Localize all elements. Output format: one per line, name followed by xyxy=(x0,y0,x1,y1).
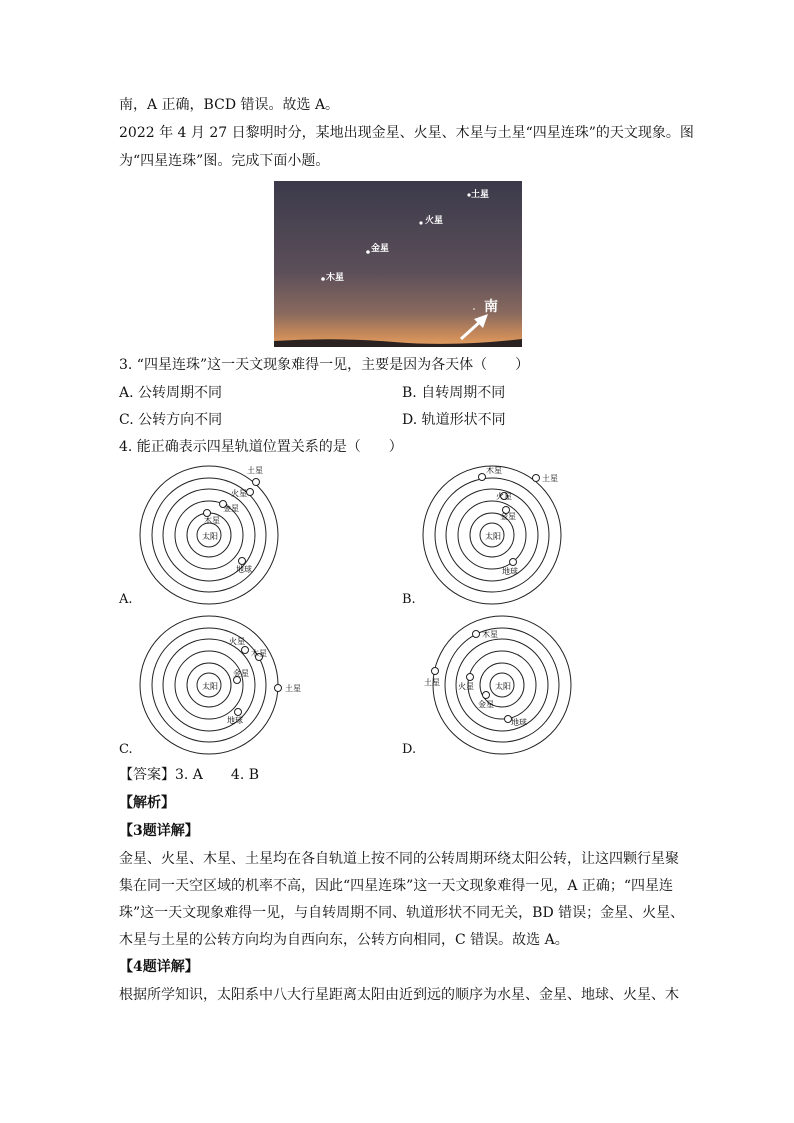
photo-label-saturn: 土星 xyxy=(471,190,490,200)
analysis-line-5: 根据所学知识，太阳系中八大行星距离太阳由近到远的顺序为水星、金星、地球、火星、木 xyxy=(119,987,679,1003)
earth-label: 地球 xyxy=(236,565,252,574)
q3-option-c[interactable]: C. 公转方向不同 xyxy=(119,412,223,428)
venus-dot xyxy=(366,250,370,254)
q3-detail-heading: 【3题详解】 xyxy=(119,823,199,839)
earth-label: 地球 xyxy=(511,718,527,727)
saturn-label: 土星 xyxy=(285,684,301,693)
saturn-label: 土星 xyxy=(424,678,440,687)
mars-label: 火星 xyxy=(229,637,245,646)
analysis-line-3: 珠”这一天文现象难得一见，与自转周期不同、轨道形状不同无关，BD 错误；金星、火星、 xyxy=(119,905,685,921)
q3-option-d[interactable]: D. 轨道形状不同 xyxy=(402,412,506,428)
q4-detail-heading: 【4题详解】 xyxy=(119,959,199,975)
analysis-line-1: 金星、火星、木星、土星均在各自轨道上按不同的公转周期环绕太阳公转，让这四颗行星聚 xyxy=(119,851,679,867)
mars-label: 火星 xyxy=(458,682,474,691)
earth-label: 地球 xyxy=(227,716,243,725)
earth-label: 地球 xyxy=(502,567,518,576)
sun-label: 太阳 xyxy=(202,682,218,691)
venus-label: 金星 xyxy=(478,700,494,709)
four-planets-photo xyxy=(274,181,522,347)
orbit-diagram-b xyxy=(414,462,614,612)
photo-label-south: 南 xyxy=(484,299,498,315)
analysis-heading: 【解析】 xyxy=(119,795,175,811)
question-3: 3. “四星连珠”这一天文现象难得一见，主要是因为各天体（ ） xyxy=(119,357,530,373)
question-4: 4. 能正确表示四星轨道位置关系的是（ ） xyxy=(119,439,403,455)
jupiter-label: 木星 xyxy=(204,516,220,525)
photo-label-venus: 金星 xyxy=(371,244,390,254)
mars-label: 火星 xyxy=(496,492,512,501)
q3-option-a[interactable]: A. 公转周期不同 xyxy=(119,385,223,401)
jupiter-dot xyxy=(321,277,325,281)
sun-label: 太阳 xyxy=(485,532,501,541)
jupiter-label: 木星 xyxy=(482,630,498,639)
jupiter-label: 木星 xyxy=(486,466,502,475)
orbit-diagram-d xyxy=(414,612,614,762)
orbit-diagram-a xyxy=(133,462,333,612)
answer-line: 【答案】3. A 4. B xyxy=(119,767,260,783)
orbit-diagram-c xyxy=(133,612,333,762)
diagram-d-label[interactable]: D. xyxy=(402,742,417,757)
photo-label-mars: 火星 xyxy=(425,216,444,226)
photo-label-jupiter: 木星 xyxy=(326,273,345,283)
mars-dot xyxy=(419,221,422,224)
sun-label: 太阳 xyxy=(202,532,218,541)
venus-label: 金星 xyxy=(500,512,516,521)
diagram-c-label[interactable]: C. xyxy=(119,742,133,757)
venus-label: 金星 xyxy=(223,504,239,513)
jupiter-label: 木星 xyxy=(251,649,267,658)
diagram-a-label[interactable]: A. xyxy=(119,592,133,607)
diagram-b-label[interactable]: B. xyxy=(402,592,416,607)
text-line-2: 2022 年 4 月 27 日黎明时分，某地出现金星、火星、木星与土星“四星连珠”的天文现象。图 xyxy=(119,125,694,141)
analysis-line-4: 木星与土星的公转方向均为自西向东，公转方向相同，C 错误。故选 A。 xyxy=(119,932,569,948)
analysis-line-2: 集在同一天空区域的机率不高，因此“四星连珠”这一天文现象难得一见，A 正确；“四星连 xyxy=(119,878,674,894)
mars-label: 火星 xyxy=(231,489,247,498)
saturn-label: 土星 xyxy=(542,474,558,483)
q3-option-b[interactable]: B. 自转周期不同 xyxy=(402,385,506,401)
saturn-label: 土星 xyxy=(247,466,263,475)
sun-label: 太阳 xyxy=(495,682,511,691)
text-line-3: 为“四星连珠”图。完成下面小题。 xyxy=(119,153,330,169)
text-line-1: 南，A 正确，BCD 错误。故选 A。 xyxy=(119,97,340,113)
venus-label: 金星 xyxy=(233,669,249,678)
